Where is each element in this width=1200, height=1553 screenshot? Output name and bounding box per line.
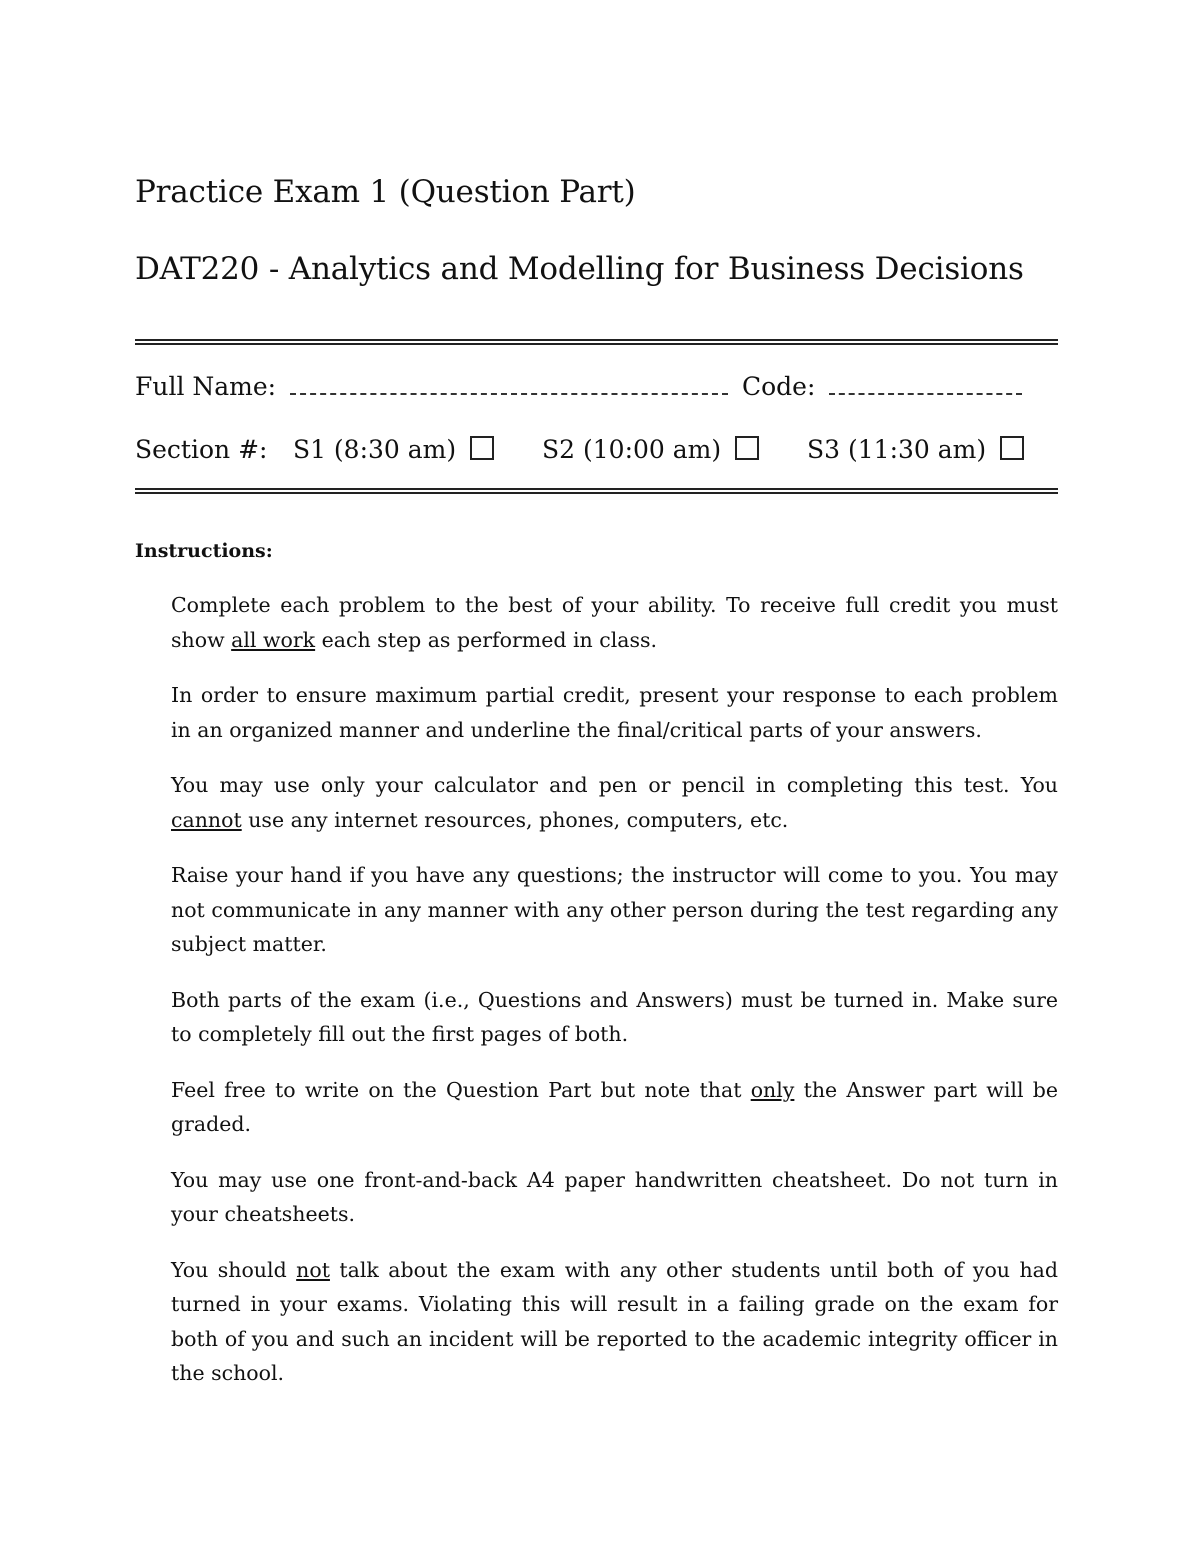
section-option-s2 xyxy=(542,435,759,464)
instruction-paragraph: In order to ensure maximum partial credit, present your response to each problem in an organized manner and underline the final/critical parts of your answers. xyxy=(171,683,1058,742)
section-s2-checkbox[interactable] xyxy=(735,436,759,460)
bottom-double-rule xyxy=(135,488,1058,494)
section-s3-checkbox[interactable] xyxy=(1000,436,1024,460)
section-s1-checkbox[interactable] xyxy=(470,436,494,460)
code-label: Code: xyxy=(742,372,816,401)
full-name-field[interactable] xyxy=(290,375,728,395)
instruction-paragraph: Raise your hand if you have any questions; the instructor will come to you. You may not communicate in any manner with any other person during the test regarding any subject matter. xyxy=(171,863,1058,956)
section-label: Section #: xyxy=(135,435,268,464)
section-row xyxy=(135,435,1064,464)
section-option-label: S3 (11:30 am) xyxy=(807,435,987,464)
section-option-label: S2 (10:00 am) xyxy=(542,435,722,464)
full-name-label: Full Name: xyxy=(135,372,277,401)
section-option-s1 xyxy=(293,435,494,464)
exam-cover-page xyxy=(135,0,1058,1553)
course-title: DAT220 - Analytics and Modelling for Business Decisions xyxy=(135,251,1024,287)
instruction-paragraph: You should not talk about the exam with any other students until both of you had turned in your exams. Violating this will result in a failing grade on the exam for both of you and such an incident will be reported to the academic integrity officer in the school. xyxy=(171,1257,1058,1385)
instruction-paragraph: Feel free to write on the Question Part but note that only the Answer part will be graded. xyxy=(171,1077,1058,1136)
instructions-heading: Instructions: xyxy=(135,540,273,562)
instruction-paragraph: Both parts of the exam (i.e., Questions and Answers) must be turned in. Make sure to completely fill out the first pages of both. xyxy=(171,987,1058,1046)
section-option-label: S1 (8:30 am) xyxy=(292,435,457,464)
top-double-rule xyxy=(135,339,1058,345)
code-field[interactable] xyxy=(829,375,1022,395)
exam-title: Practice Exam 1 (Question Part) xyxy=(135,174,636,210)
name-code-row xyxy=(135,372,1028,401)
instruction-paragraph: You may use one front-and-back A4 paper handwritten cheatsheet. Do not turn in your cheatsheets. xyxy=(171,1167,1058,1226)
instruction-paragraph: Complete each problem to the best of your ability. To receive full credit you must show all work each step as performed in class. xyxy=(171,593,1058,652)
instructions-list xyxy=(171,588,1058,1412)
instruction-paragraph: You may use only your calculator and pen or pencil in completing this test. You cannot use any internet resources, phones, computers, etc. xyxy=(171,773,1058,832)
section-option-s3 xyxy=(807,435,1024,464)
